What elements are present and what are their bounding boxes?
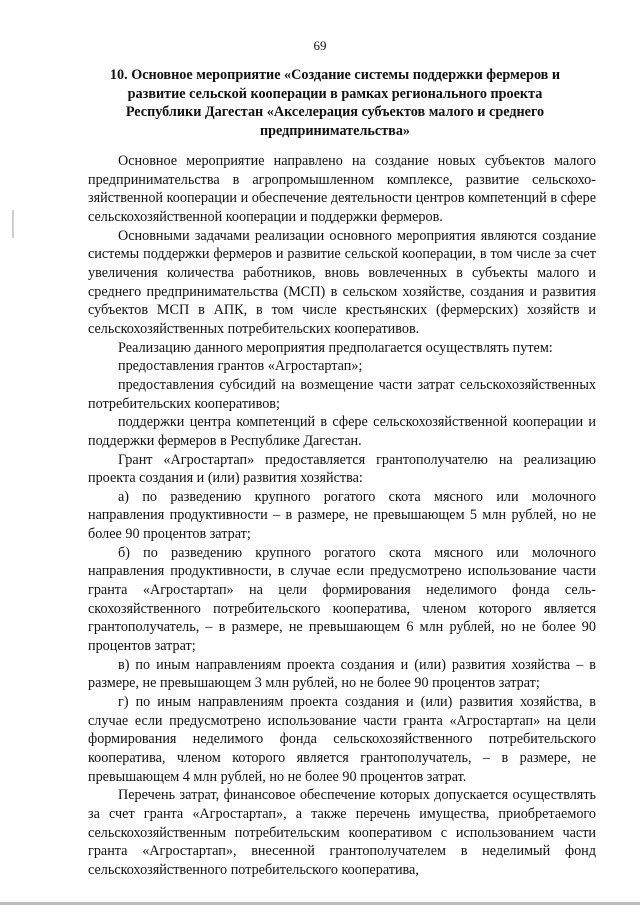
paragraph: а) по разведению крупного рогатого скота мясного или молочного направления продуктивности – в размере, не превышающем 5 млн рублей, но не более 90 процентов затрат; bbox=[88, 488, 596, 543]
paragraph: Основное мероприятие направлено на создание новых субъектов малого предпринимательства в агропромышленном комплексе, развитие сельскохозяйственной кооперации и обеспечение деятельности центров компетенций в сфере сельскохозяйственной кооперации и поддержки фермеров. bbox=[88, 153, 596, 225]
page-number: 69 bbox=[313, 38, 327, 53]
paragraph: Реализацию данного мероприятия предполагается осуществлять путем: bbox=[118, 339, 553, 356]
paragraph: Перечень затрат, финансовое обеспечение которых допускается осуществлять за счет гранта «Агростартап», а также перечень имущества, приобретаемого сельскохозяйственным потребительским кооперативом с использованием части гранта «Агростартап», внесенной грантополучателем в неделимый фонд сельскохозяйственного потребительского кооператива, bbox=[88, 787, 596, 878]
paragraph: б) по разведению крупного рогатого скота мясного или молочного направления продуктивности, в случае если предусмотрено использование части гранта «Агростартап» на цели формирования неделимого фонда сельскохозяйственного потребительского кооператива, членом которого является грантополучатель, – в размере, не превышающем 6 млн рублей, но не более 90 процентов затрат; bbox=[88, 544, 596, 655]
paragraph: в) по иным направлениям проекта создания и (или) развития хозяйства – в размере, не превышающем 3 млн рублей, но не более 90 процентов затрат; bbox=[88, 656, 596, 692]
section-heading: 10. Основное мероприятие «Создание системы поддержки фермеров и развитие сельской кооперации в рамках регионального проекта Республики Дагестан «Акселерация субъектов малого и среднего предпринимательства» bbox=[109, 67, 561, 139]
paragraph: предоставления грантов «Агростартап»; bbox=[118, 358, 363, 375]
paragraph: Грант «Агростартап» предоставляется грантополучателю на реализацию проекта создания и (или) развития хозяйства: bbox=[88, 451, 596, 487]
paragraph: предоставления субсидий на возмещение части затрат сельскохозяйственных потребительских кооперативов; bbox=[88, 376, 596, 412]
body-text bbox=[88, 152, 596, 880]
scan-artifact-line bbox=[12, 210, 14, 238]
paragraph: Основными задачами реализации основного мероприятия являются создание системы поддержки фермеров и развитие сельской кооперации, в том числе за счет увеличения количества работников, вновь вовлеченных в субъекты малого и среднего предпринимательства (МСП) в сельском хозяйстве, создания и развития субъектов МСП в АПК, в том числе крестьянских (фермерских) хозяйств и сельскохозяйственных потребительских кооперативов. bbox=[88, 227, 596, 337]
paragraph: поддержки центра компетенций в сфере сельскохозяйственной кооперации и поддержки фермеров в Республике Дагестан. bbox=[88, 414, 596, 449]
paragraph: г) по иным направлениям проекта создания и (или) развития хозяйства, в случае если предусмотрено использование части гранта «Агростартап» на цели формирования неделимого фонда сельскохозяйственного потребительского кооператива, членом которого является грантополучатель, – в размере, не превышающем 4 млн рублей, но не более 90 процентов затрат. bbox=[88, 694, 596, 785]
